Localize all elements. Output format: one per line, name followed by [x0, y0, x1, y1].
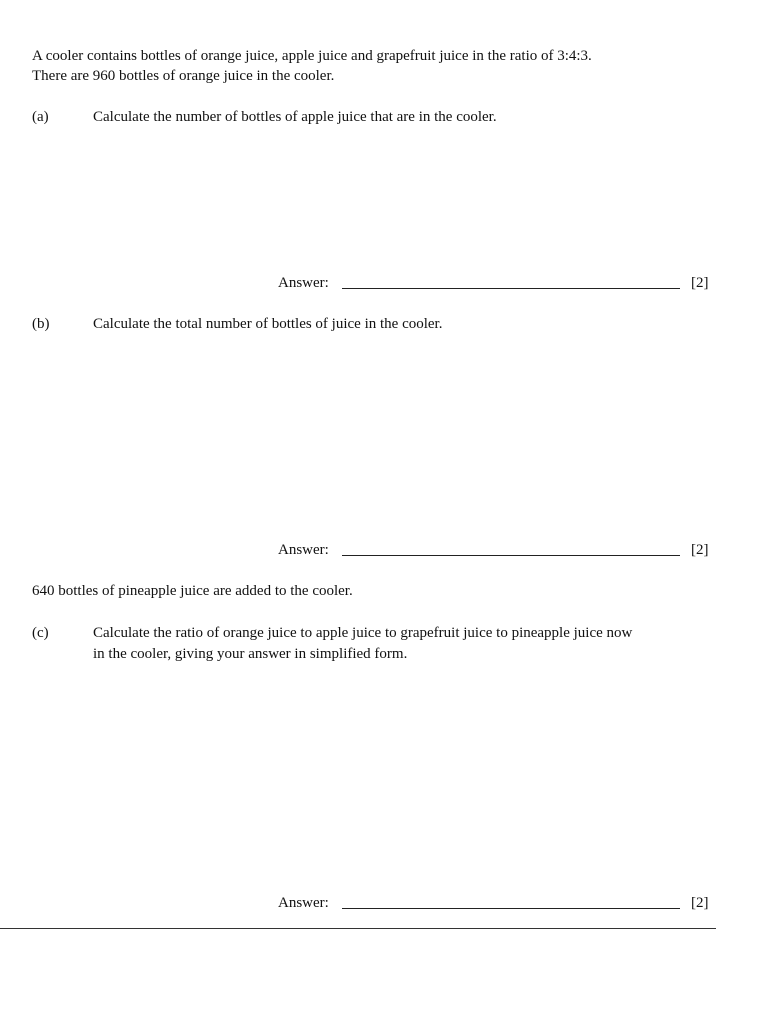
answer-b-label: Answer:: [278, 542, 329, 558]
intro-line-2: There are 960 bottles of orange juice in the cooler.: [32, 68, 335, 84]
question-a-marks: [2]: [691, 275, 709, 291]
question-c-marks: [2]: [691, 895, 709, 911]
answer-a-label: Answer:: [278, 275, 329, 291]
question-c-text-line-2: in the cooler, giving your answer in simplified form.: [93, 646, 408, 662]
answer-b-line[interactable]: [342, 555, 680, 556]
question-b-marks: [2]: [691, 542, 709, 558]
answer-c-label: Answer:: [278, 895, 329, 911]
answer-c-line[interactable]: [342, 908, 680, 909]
question-b-text: Calculate the total number of bottles of juice in the cooler.: [93, 316, 443, 332]
question-a-label: (a): [32, 109, 49, 125]
question-a-text: Calculate the number of bottles of apple juice that are in the cooler.: [93, 109, 497, 125]
question-c-label: (c): [32, 625, 49, 641]
question-c-text-line-1: Calculate the ratio of orange juice to apple juice to grapefruit juice to pineapple juice now: [93, 625, 633, 641]
intro-line-1: A cooler contains bottles of orange juice, apple juice and grapefruit juice in the ratio of 3:4:3.: [32, 48, 592, 64]
answer-a-line[interactable]: [342, 288, 680, 289]
pineapple-info: 640 bottles of pineapple juice are added to the cooler.: [32, 583, 353, 599]
question-b-label: (b): [32, 316, 50, 332]
bottom-rule: [0, 928, 716, 929]
